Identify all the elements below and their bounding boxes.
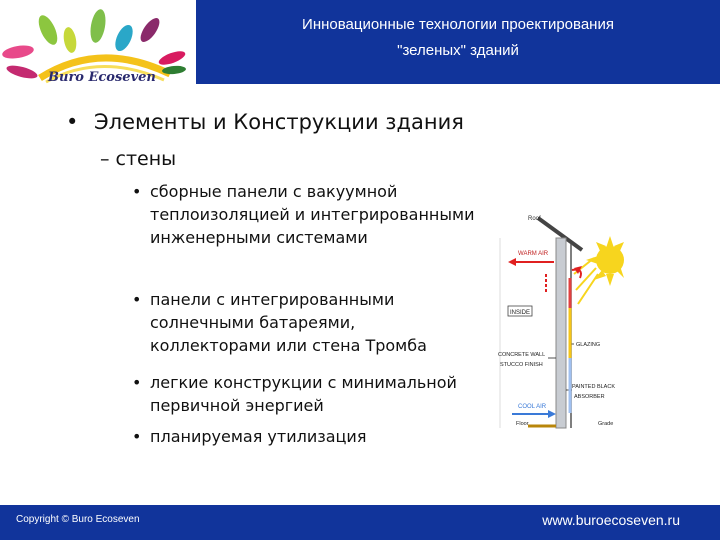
list-item-text: сборные панели с вакуумной теплоизоляцией и интегрированными инженерными системами <box>150 182 475 247</box>
stucco-finish-label: STUCCO FINISH <box>500 362 543 368</box>
logo-text: Buro Ecoseven <box>48 70 156 85</box>
bullet: • <box>132 427 142 446</box>
header-title-line1: Инновационные технологии проектирования <box>302 16 614 33</box>
list-item-text: планируемая утилизация <box>150 427 367 446</box>
bullet: • <box>132 290 142 309</box>
painted-black-label: PAINTED BLACK <box>572 384 615 390</box>
glazing-label: GLAZING <box>576 342 601 348</box>
cool-air-label: COOL AIR <box>518 404 547 410</box>
main-heading: Элементы и Конструкции здания <box>94 110 464 134</box>
bullet: • <box>66 110 79 134</box>
logo <box>0 0 196 84</box>
warm-air-label: WARM AIR <box>518 251 549 257</box>
roof-label: Roof <box>528 216 541 222</box>
concrete-wall-label: CONCRETE WALL <box>498 352 546 358</box>
bullet: • <box>132 373 142 392</box>
list-item-text: панели с интегрированными солнечными батареями, коллекторами или стена Тромба <box>150 290 427 355</box>
absorber-label: ABSORBER <box>574 394 605 400</box>
website-link[interactable]: www.buroecoseven.ru <box>542 512 680 528</box>
copyright-text: Copyright © Buro Ecoseven <box>16 514 140 525</box>
floor-label: Floor <box>516 421 529 427</box>
subheading: – стены <box>100 148 177 170</box>
grade-label: Grade <box>598 421 614 427</box>
bullet: • <box>132 182 142 201</box>
header-band <box>196 0 720 84</box>
inside-label: INSIDE <box>510 310 531 316</box>
header-title-line2: "зеленых" зданий <box>397 42 519 59</box>
trombe-wall-diagram <box>498 208 626 430</box>
concrete-wall <box>556 238 566 428</box>
list-item-text: легкие конструкции с минимальной первичной энергией <box>150 373 457 415</box>
